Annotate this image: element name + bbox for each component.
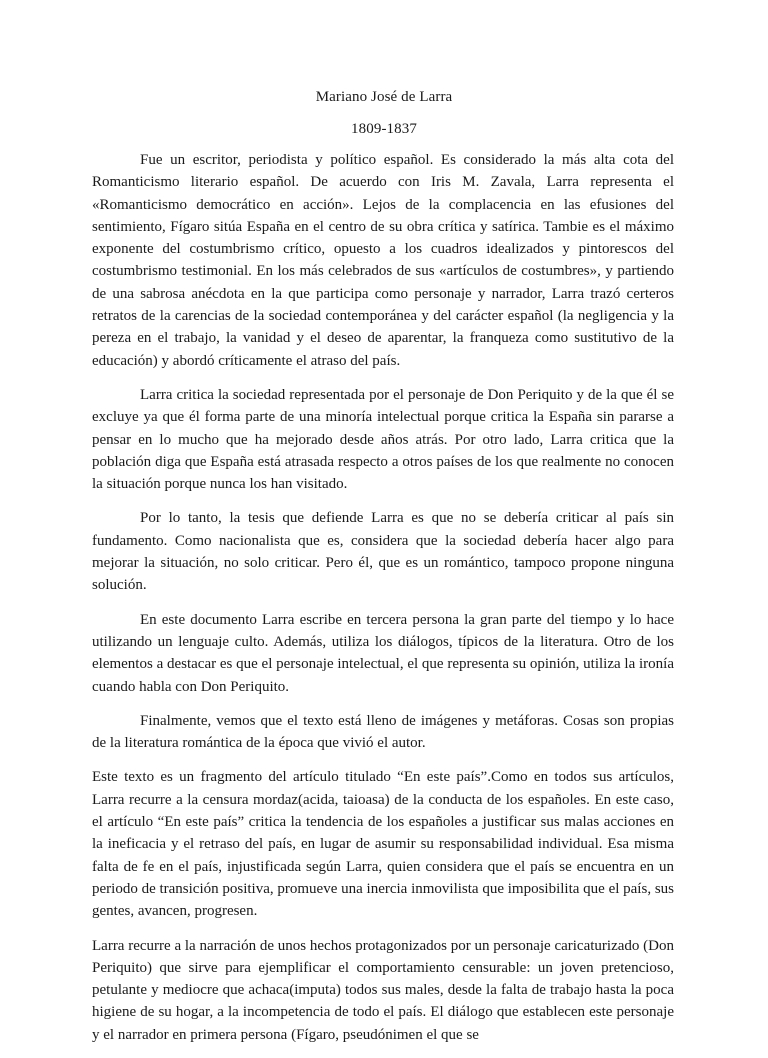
- paragraph-4: En este documento Larra escribe en tercera persona la gran parte del tiempo y lo hace utilizando un lenguaje culto. Además, utiliza los diálogos, típicos de la literatura. Otro de los elementos a destacar es que el personaje intelectual, el que representa su opinión, utiliza la ironía cuando habla con Don Periquito.: [92, 611, 674, 695]
- paragraph-7: Larra recurre a la narración de unos hechos protagonizados por un personaje caricaturizado (Don Periquito) que sirve para ejemplificar el comportamiento censurable: un joven pretencioso, petulante y mediocre que achaca(imputa) todos sus males, desde la falta de trabajo hasta la poca higiene de su hogar, a la incompetencia de todo el país. El diálogo que establecen este personaje y el narrador en primera persona (Fígaro, pseudónimen el que se: [92, 937, 674, 1043]
- paragraph-2: Larra critica la sociedad representada por el personaje de Don Periquito y de la que él se excluye ya que él forma parte de una minoría intelectual porque critica la España sin pararse a pensar en lo mucho que ha mejorado desde años atrás. Por otro lado, Larra critica que la población diga que España está atrasada respecto a otros países de los que realmente no conocen la situación porque nunca los han visitado.: [92, 386, 674, 493]
- document-author-heading: Mariano José de Larra: [315, 89, 453, 105]
- paragraph-3: Por lo tanto, la tesis que defiende Larra es que no se debería criticar al país sin fundamento. Como nacionalista que es, considera que la sociedad debería hacer algo para mejorar la situación, no solo criticar. Pero él, que es un romántico, tampoco propone ninguna solución.: [92, 510, 674, 594]
- document-years-heading: 1809-1837: [351, 121, 417, 137]
- paragraph-5: Finalmente, vemos que el texto está lleno de imágenes y metáforas. Cosas son propias de la literatura romántica de la época que vivió el autor.: [92, 712, 674, 752]
- document-body: [92, 149, 674, 1058]
- paragraph-6: Este texto es un fragmento del artículo titulado “En este país”.Como en todos sus artículos, Larra recurre a la censura mordaz(acida, taioasa) de la conducta de los españoles. En este caso, el artículo “En este país” critica la tendencia de los españoles a justificar sus malas acciones en la ineficacia y el retraso del país, en lugar de asumir su responsabilidad individual. Esa misma falta de fe en el país, injustificada según Larra, quien considera que el país se encuentra en un periodo de transición positiva, promueve una inercia inmovilista que imposibilita que el país, sus gentes, avancen, progresen.: [92, 769, 674, 920]
- paragraph-1: Fue un escritor, periodista y político español. Es considerado la más alta cota del Romanticismo literario español. De acuerdo con Iris M. Zavala, Larra representa el «Romanticismo democrático en acción». Lejos de la complacencia en las efusiones del sentimiento, Fígaro sitúa España en el centro de su obra crítica y satírica. Tambie es el máximo exponente del costumbrismo crítico, opuesto a los cuadros idealizados y pintorescos del costumbrismo testimonial. En los más celebrados de sus «artículos de costumbres», y partiendo de una sabrosa anécdota en la que participa como personaje y narrador, Larra trazó certeros retratos de la carencias de la sociedad contemporánea y del carácter español (la negligencia y la pereza en el trabajo, la vanidad y el deseo de aparentar, la franqueza como sustitutivo de la educación) y abordó críticamente el atraso del país.: [92, 152, 674, 369]
